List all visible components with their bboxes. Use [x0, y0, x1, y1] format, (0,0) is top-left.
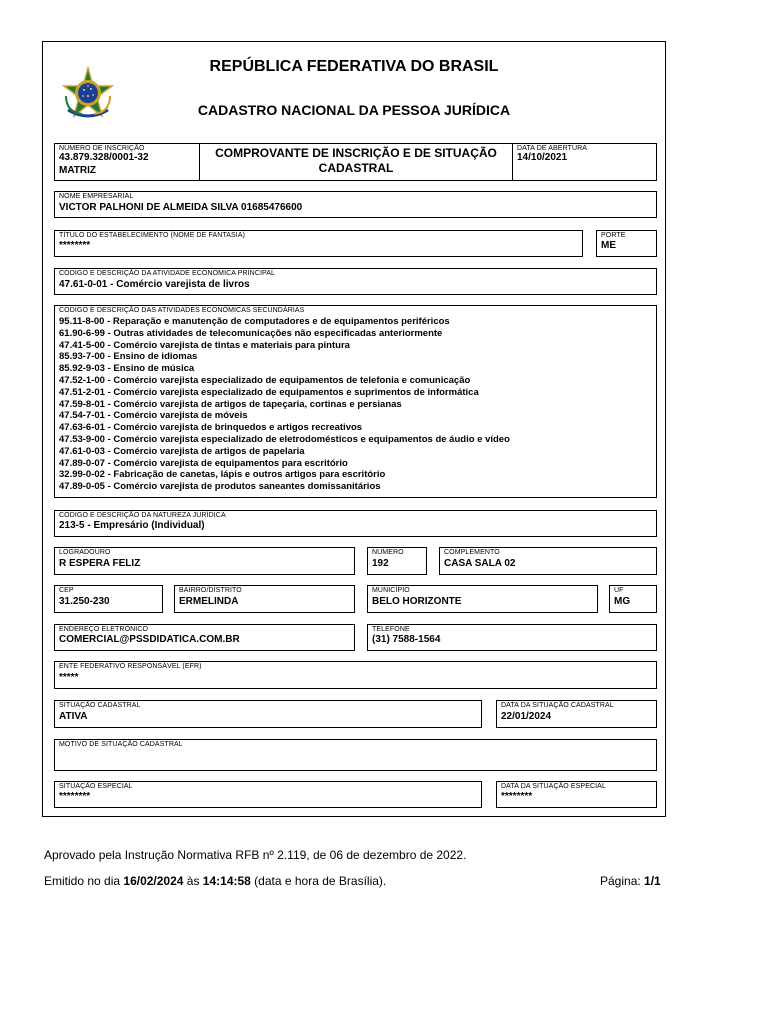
situacao-especial-value: ********	[59, 791, 91, 802]
cep-label: CEP	[59, 587, 74, 594]
motivo-label: MOTIVO DE SITUAÇÃO CADASTRAL	[59, 741, 183, 748]
natureza-juridica-box	[54, 510, 657, 537]
telefone-label: TELEFONE	[372, 626, 410, 633]
list-item: 47.59-8-01 - Comércio varejista de artigos de tapeçaria, cortinas e persianas	[59, 398, 402, 410]
abertura-value: 14/10/2021	[517, 152, 568, 163]
list-item: 47.52-1-00 - Comércio varejista especializado de equipamentos de telefonia e comunicação	[59, 374, 471, 386]
situacao-value: ATIVA	[59, 711, 88, 722]
atividade-principal-box	[54, 268, 657, 295]
footer-pagina-value: 1/1	[644, 874, 661, 888]
municipio-label: MUNICÍPIO	[372, 587, 410, 594]
porte-label: PORTE	[601, 232, 626, 239]
footer-emitido	[44, 874, 386, 888]
uf-box	[609, 585, 657, 613]
list-item: 85.93-7-00 - Ensino de idiomas	[59, 351, 198, 363]
porte-box	[596, 230, 657, 257]
list-item: 95.11-8-00 - Reparação e manutenção de computadores e de equipamentos periféricos	[59, 316, 450, 327]
atividade-principal-label: CÓDIGO E DESCRIÇÃO DA ATIVIDADE ECONÔMICA PRINCIPAL	[59, 270, 276, 277]
telefone-value: (31) 7588-1564	[372, 634, 441, 645]
abertura-box	[512, 143, 657, 181]
situacao-especial-label: SITUAÇÃO ESPECIAL	[59, 783, 133, 790]
abertura-label: DATA DE ABERTURA	[517, 145, 588, 152]
footer-emitido-hora: 14:14:58	[202, 874, 251, 888]
situacao-label: SITUAÇÃO CADASTRAL	[59, 702, 141, 709]
numero-label: NÚMERO	[372, 549, 404, 556]
list-item: 47.41-5-00 - Comércio varejista de tintas e materiais para pintura	[59, 339, 350, 351]
nome-empresarial-value: VICTOR PALHONI DE ALMEIDA SILVA 01685476600	[59, 202, 303, 213]
email-value: COMERCIAL@PSSDIDATICA.COM.BR	[59, 634, 240, 645]
efr-value: *****	[59, 672, 79, 683]
motivo-box	[54, 739, 657, 771]
complemento-value: CASA SALA 02	[444, 558, 516, 569]
footer-pagina	[600, 874, 661, 888]
list-item: 47.89-0-05 - Comércio varejista de produtos saneantes domissanitários	[59, 481, 381, 493]
efr-label: ENTE FEDERATIVO RESPONSÁVEL (EFR)	[59, 663, 202, 670]
natureza-juridica-label: CÓDIGO E DESCRIÇÃO DA NATUREZA JURÍDICA	[59, 512, 226, 519]
situacao-box	[54, 700, 482, 728]
data-situacao-especial-label: DATA DA SITUAÇÃO ESPECIAL	[501, 783, 606, 790]
footer-emitido-suffix: (data e hora de Brasília).	[250, 874, 387, 888]
telefone-box	[367, 624, 657, 651]
complemento-box	[439, 547, 657, 575]
municipio-box	[367, 585, 598, 613]
bairro-box	[174, 585, 355, 613]
numero-value: 192	[372, 558, 389, 569]
page-title: REPÚBLICA FEDERATIVA DO BRASIL	[209, 58, 499, 75]
inscricao-label: NÚMERO DE INSCRIÇÃO	[59, 145, 145, 152]
footer-pagina-label: Página:	[600, 874, 645, 888]
municipio-value: BELO HORIZONTE	[372, 596, 462, 607]
logradouro-value: R ESPERA FELIZ	[59, 558, 141, 569]
uf-value: MG	[614, 596, 631, 607]
nome-empresarial-box	[54, 191, 657, 218]
email-label: ENDEREÇO ELETRÔNICO	[59, 626, 149, 633]
logradouro-box	[54, 547, 355, 575]
atividades-secundarias-list	[59, 316, 510, 493]
complemento-label: COMPLEMENTO	[444, 549, 500, 556]
inscricao-box	[54, 143, 200, 181]
list-item: 47.53-9-00 - Comércio varejista especializado de eletrodomésticos e equipamentos de áudio e vídeo	[59, 433, 510, 445]
footer-emitido-data: 16/02/2024	[123, 874, 184, 888]
logradouro-label: LOGRADOURO	[59, 549, 111, 556]
data-situacao-value: 22/01/2024	[501, 711, 552, 722]
footer-aprovado: Aprovado pela Instrução Normativa RFB nº 2.119, de 06 de dezembro de 2022.	[44, 848, 467, 862]
list-item: 47.54-7-01 - Comércio varejista de móveis	[59, 410, 248, 422]
bairro-value: ERMELINDA	[179, 596, 239, 607]
atividades-secundarias-box	[54, 305, 657, 498]
data-situacao-especial-value: ********	[501, 791, 533, 802]
comprovante-title-line1: COMPROVANTE DE INSCRIÇÃO E DE SITUAÇÃO	[215, 146, 497, 160]
nome-empresarial-label: NOME EMPRESARIAL	[59, 193, 134, 200]
list-item: 47.63-6-01 - Comércio varejista de brinquedos e artigos recreativos	[59, 422, 363, 434]
cep-box	[54, 585, 163, 613]
situacao-especial-box	[54, 781, 482, 808]
list-item: 32.99-0-02 - Fabricação de canetas, lápis e outros artigos para escritório	[59, 469, 386, 481]
list-item: 47.51-2-01 - Comércio varejista especializado de equipamentos e suprimentos de informática	[59, 386, 479, 398]
footer-emitido-prefix: Emitido no dia	[44, 874, 124, 888]
footer-emitido-as: às	[183, 874, 203, 888]
fantasia-value: ********	[59, 240, 91, 251]
efr-box	[54, 661, 657, 689]
numero-box	[367, 547, 427, 575]
list-item: 85.92-9-03 - Ensino de música	[59, 363, 195, 375]
porte-value: ME	[601, 240, 616, 251]
natureza-juridica-value: 213-5 - Empresário (Individual)	[59, 520, 205, 531]
cep-value: 31.250-230	[59, 596, 110, 607]
data-situacao-label: DATA DA SITUAÇÃO CADASTRAL	[501, 702, 614, 709]
bairro-label: BAIRRO/DISTRITO	[179, 587, 242, 594]
page-subtitle: CADASTRO NACIONAL DA PESSOA JURÍDICA	[197, 102, 511, 118]
data-situacao-especial-box	[496, 781, 657, 808]
fantasia-label: TÍTULO DO ESTABELECIMENTO (NOME DE FANTASIA)	[59, 232, 246, 239]
atividade-principal-value: 47.61-0-01 - Comércio varejista de livros	[59, 279, 250, 290]
atividades-secundarias-label: CÓDIGO E DESCRIÇÃO DAS ATIVIDADES ECONÔMICAS SECUNDÁRIAS	[59, 307, 305, 314]
data-situacao-box	[496, 700, 657, 728]
inscricao-tipo: MATRIZ	[59, 165, 97, 176]
uf-label: UF	[614, 587, 624, 594]
inscricao-value: 43.879.328/0001-32	[59, 152, 149, 163]
comprovante-box	[199, 143, 513, 181]
list-item: 61.90-6-99 - Outras atividades de telecomunicações não especificadas anteriormente	[59, 327, 443, 339]
email-box	[54, 624, 355, 651]
fantasia-box	[54, 230, 583, 257]
list-item: 47.61-0-03 - Comércio varejista de artigos de papelaria	[59, 445, 305, 457]
list-item: 47.89-0-07 - Comércio varejista de equipamentos para escritório	[59, 457, 348, 469]
comprovante-title-line2: CADASTRAL	[318, 161, 394, 175]
